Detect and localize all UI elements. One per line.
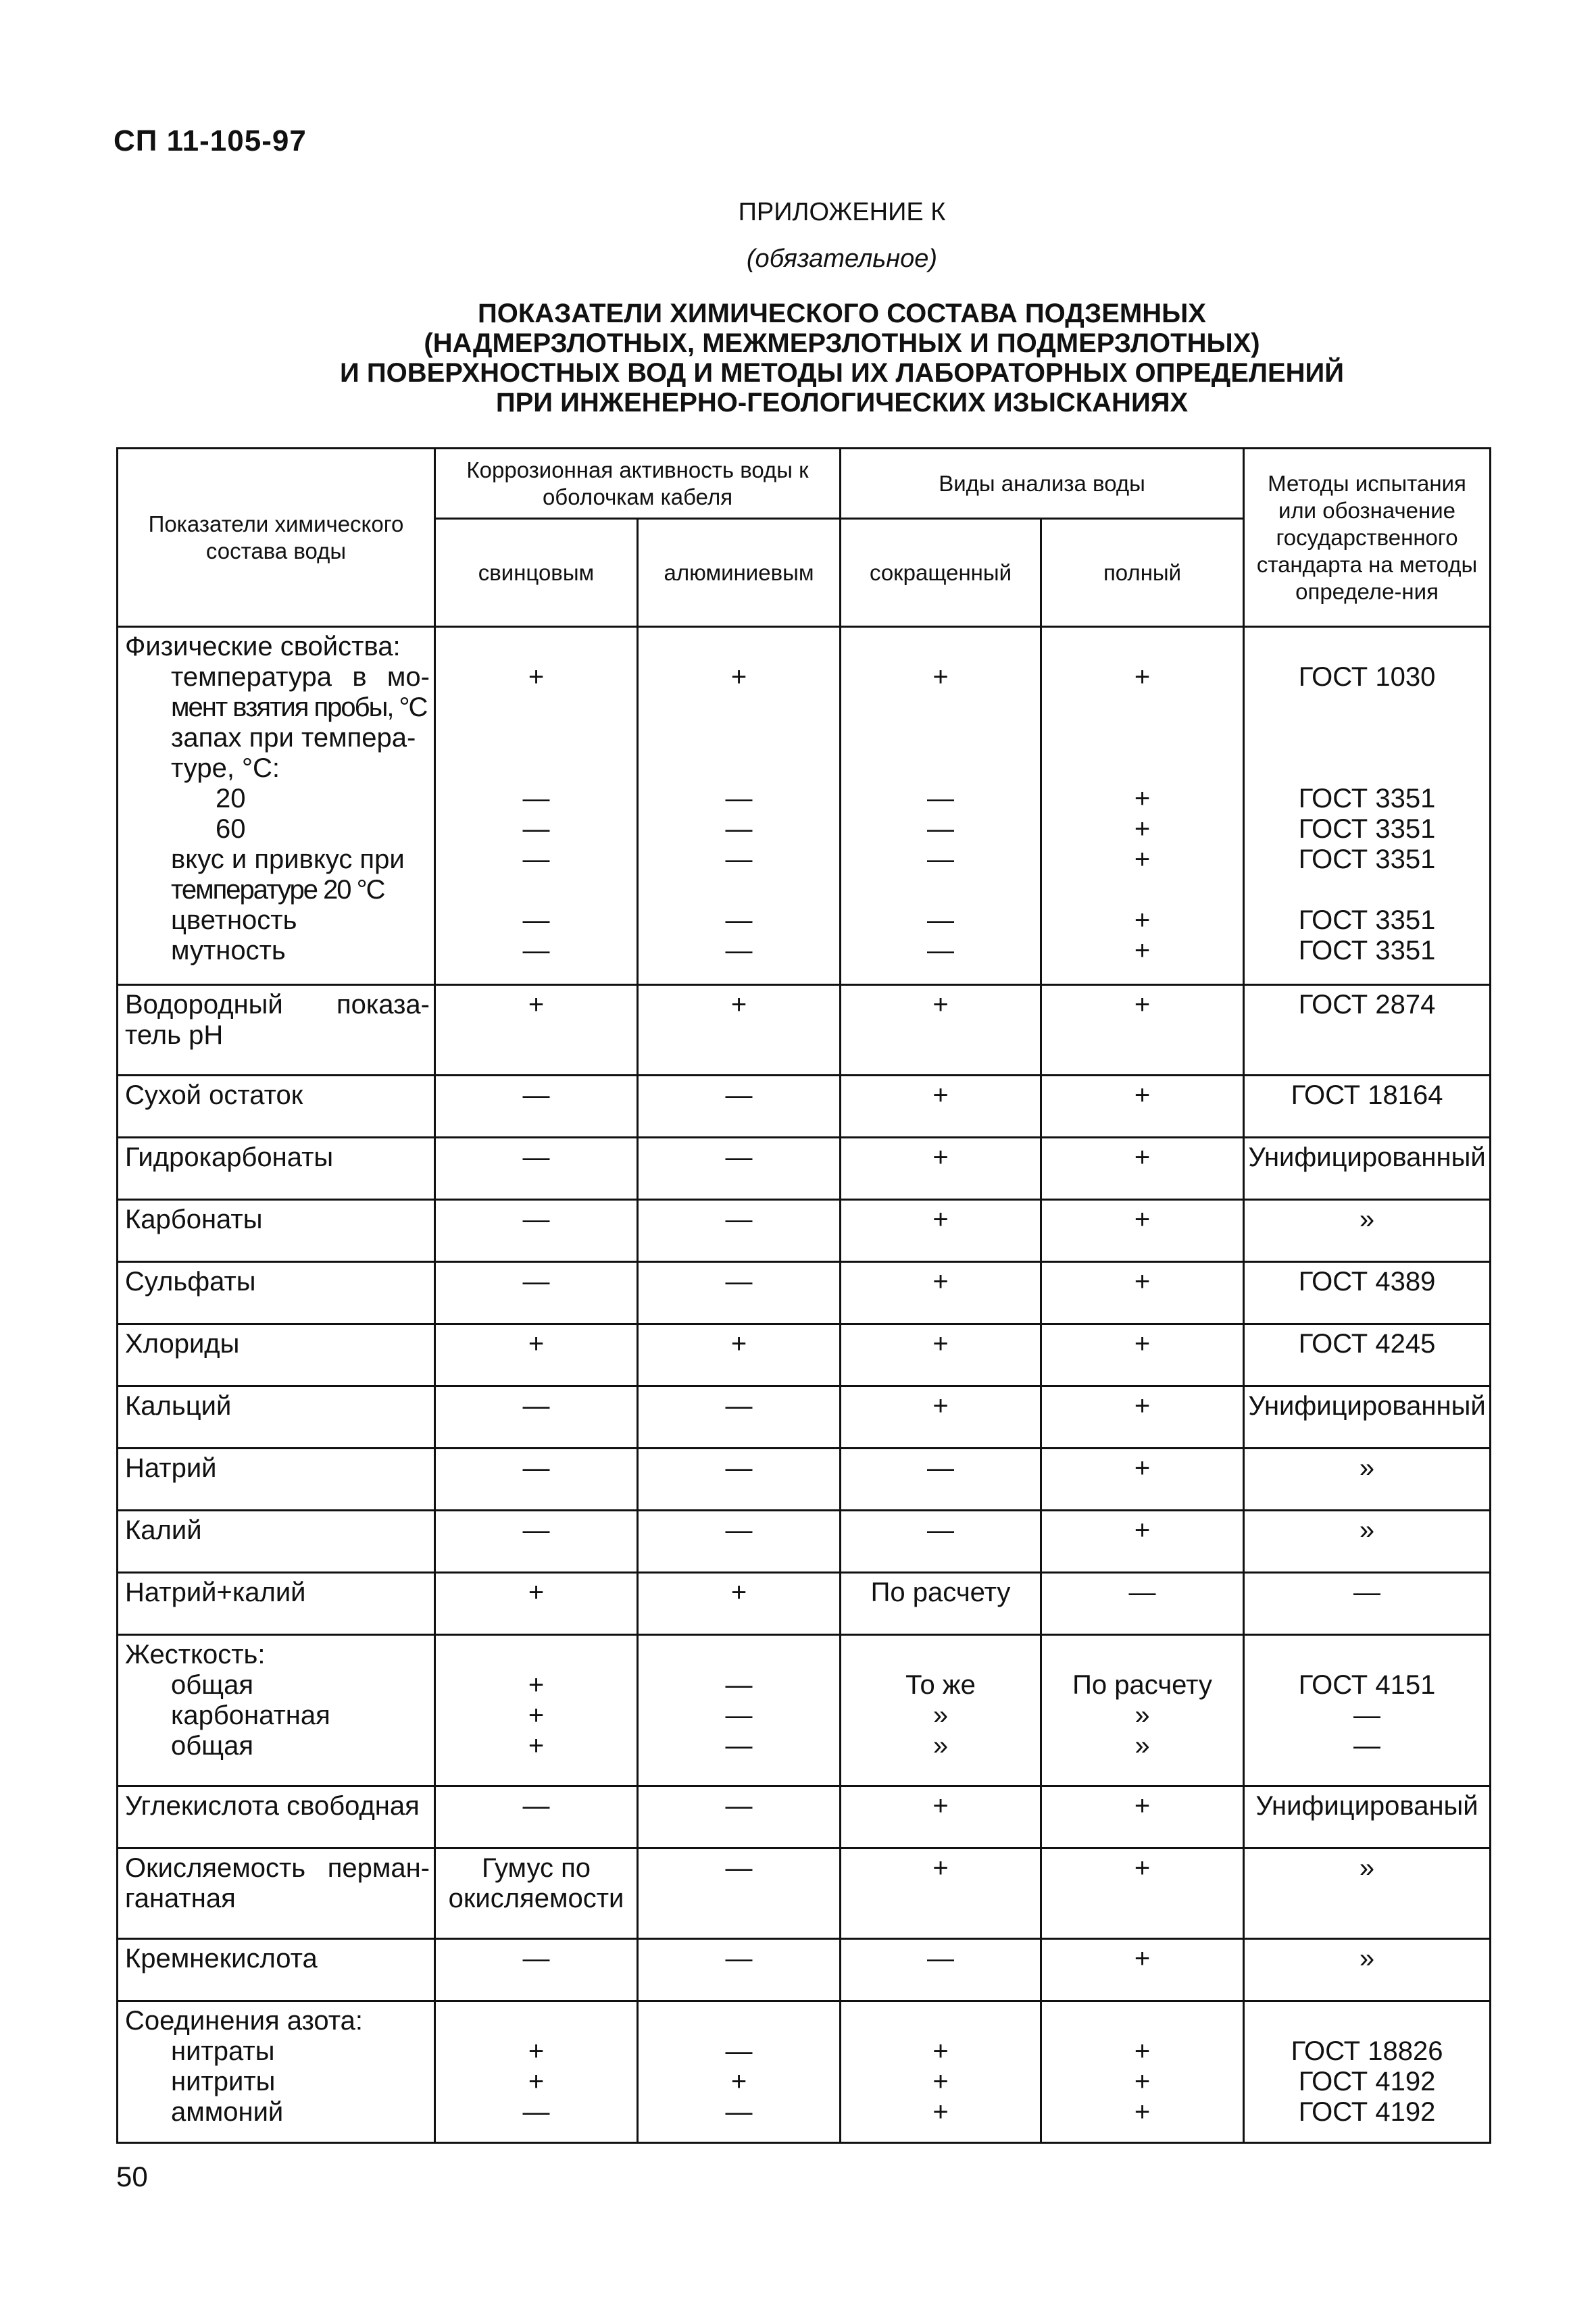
- row-label: ганатная: [125, 1884, 236, 1913]
- row-subitem: туре, °С:: [171, 753, 280, 783]
- cell-reduced: —: [841, 1511, 1041, 1573]
- cell-method: ГОСТ 18164: [1244, 1076, 1491, 1138]
- title-line: ПРИ ИНЖЕНЕРНО-ГЕОЛОГИЧЕСКИХ ИЗЫСКАНИЯХ: [495, 388, 1189, 418]
- cell-value: ГОСТ 3351: [1298, 814, 1436, 844]
- cell-full: +: [1041, 985, 1244, 1076]
- cell-value: —: [522, 936, 550, 965]
- header-row: [118, 449, 1491, 519]
- cell-aluminum: —: [638, 1786, 841, 1848]
- row-label: Сульфаты: [118, 1262, 435, 1324]
- cell-value: —: [725, 814, 753, 844]
- row-subitem: 20: [216, 784, 246, 813]
- cell-lead: —: [435, 1511, 638, 1573]
- table-row: [118, 1076, 1491, 1138]
- cell-full: +: [1041, 1076, 1244, 1138]
- cell-value: —: [522, 845, 550, 874]
- cell-reduced: +: [841, 1386, 1041, 1449]
- cell-aluminum: —: [638, 1262, 841, 1324]
- cell-method: »: [1244, 1511, 1491, 1573]
- table-row: [118, 1138, 1491, 1200]
- cell-value: —: [522, 814, 550, 844]
- cell-reduced: —: [841, 1939, 1041, 2001]
- cell-aluminum: [638, 627, 841, 985]
- cell-value: ГОСТ 4192: [1298, 2097, 1436, 2127]
- appendix-status: (обязательное): [746, 245, 938, 273]
- cell-reduced: По расчету: [841, 1573, 1041, 1635]
- cell-reduced: +: [841, 1076, 1041, 1138]
- cell-aluminum: —: [638, 1449, 841, 1511]
- row-label: Сухой остаток: [118, 1076, 435, 1138]
- cell-value: —: [927, 845, 955, 874]
- cell-full: +: [1041, 1939, 1244, 2001]
- cell-method: [1244, 2001, 1491, 2143]
- cell-reduced: +: [841, 1200, 1041, 1262]
- cell-value: —: [725, 905, 753, 935]
- chemical-composition-table: [116, 447, 1491, 2144]
- row-subitem: вкус и привкус при: [171, 845, 405, 874]
- row-oxidability: [118, 1848, 435, 1939]
- cell-reduced: [841, 627, 1041, 985]
- header-methods: Методы испытания или обозначение государственного стандарта на методы определе-ния: [1244, 449, 1491, 627]
- row-subitem: цветность: [171, 905, 297, 935]
- cell-method: —: [1244, 1573, 1491, 1635]
- table-row: [118, 1324, 1491, 1386]
- cell-value: +: [932, 2036, 949, 2066]
- cell-aluminum: —: [638, 1848, 841, 1939]
- cell-value: То же: [905, 1670, 976, 1700]
- row-label: Углекислота свободная: [118, 1786, 435, 1848]
- cell-value: ГОСТ 4192: [1298, 2067, 1436, 2096]
- document-title: [0, 299, 1596, 418]
- row-label: тель рН: [125, 1020, 224, 1050]
- table-row: [118, 1939, 1491, 2001]
- row-subitem: общая: [171, 1731, 253, 1761]
- cell-full: +: [1041, 1262, 1244, 1324]
- cell-value: +: [1134, 2067, 1151, 2096]
- header-indicator: Показатели химического состава воды: [118, 449, 435, 627]
- cell-value: ГОСТ 3351: [1298, 905, 1436, 935]
- row-subitem: мент взятия пробы, °С: [171, 693, 427, 722]
- cell-full: +: [1041, 1511, 1244, 1573]
- row-subitem: карбонатная: [171, 1701, 330, 1730]
- header-full: полный: [1041, 519, 1244, 627]
- cell-method: [1244, 627, 1491, 985]
- cell-value: ГОСТ 3351: [1298, 845, 1436, 874]
- cell-value: +: [1134, 784, 1151, 813]
- header-aluminum: алюминиевым: [638, 519, 841, 627]
- cell-reduced: +: [841, 1138, 1041, 1200]
- cell-lead: —: [435, 1262, 638, 1324]
- row-subitem: нитриты: [171, 2067, 276, 2096]
- cell-value: +: [932, 2097, 949, 2127]
- cell-value: —: [1353, 1701, 1381, 1730]
- cell-lead: —: [435, 1449, 638, 1511]
- cell-reduced: +: [841, 1262, 1041, 1324]
- page-number: 50: [116, 2161, 148, 2192]
- cell-aluminum: —: [638, 1386, 841, 1449]
- cell-value: —: [927, 936, 955, 965]
- cell-method: ГОСТ 2874: [1244, 985, 1491, 1076]
- cell-method: ГОСТ 4245: [1244, 1324, 1491, 1386]
- cell-value: +: [1134, 936, 1151, 965]
- row-label: Натрий: [118, 1449, 435, 1511]
- cell-value: +: [932, 662, 949, 692]
- cell-full: [1041, 627, 1244, 985]
- cell-method: Унифицированный: [1244, 1138, 1491, 1200]
- row-title: Соединения азота:: [125, 2006, 364, 2036]
- row-label: Калий: [118, 1511, 435, 1573]
- cell-lead: —: [435, 1138, 638, 1200]
- cell-value: +: [528, 662, 545, 692]
- cell-value: »: [1134, 1701, 1150, 1730]
- cell-value: +: [528, 1670, 545, 1700]
- cell-full: [1041, 2001, 1244, 2143]
- cell-aluminum: +: [638, 1324, 841, 1386]
- cell-aluminum: [638, 1635, 841, 1786]
- cell-value: +: [1134, 2036, 1151, 2066]
- cell-value: —: [522, 905, 550, 935]
- cell-value: —: [725, 1670, 753, 1700]
- row-label: Водородный показа-: [125, 990, 430, 1020]
- table-row: [118, 1848, 1491, 1939]
- title-line: (НАДМЕРЗЛОТНЫХ, МЕЖМЕРЗЛОТНЫХ И ПОДМЕРЗЛОТНЫХ): [424, 328, 1260, 358]
- cell-full: +: [1041, 1200, 1244, 1262]
- cell-value: По расчету: [1072, 1670, 1212, 1700]
- cell-value: —: [725, 1731, 753, 1761]
- cell-value: —: [522, 2097, 550, 2127]
- cell-value: —: [522, 784, 550, 813]
- table-row: [118, 1386, 1491, 1449]
- cell-value: —: [725, 936, 753, 965]
- table-row: [118, 1635, 1491, 1786]
- cell-lead: +: [435, 985, 638, 1076]
- row-label: Кремнекислота: [118, 1939, 435, 2001]
- cell-value: +: [528, 2036, 545, 2066]
- row-label: Окисляемость перман-: [125, 1853, 430, 1883]
- row-subitem: аммоний: [171, 2097, 284, 2127]
- cell-value: +: [1134, 662, 1151, 692]
- cell-lead: —: [435, 1076, 638, 1138]
- cell-method: »: [1244, 1449, 1491, 1511]
- cell-value: +: [528, 2067, 545, 2096]
- table-row: [118, 1786, 1491, 1848]
- cell-lead: —: [435, 1939, 638, 2001]
- row-title: Жесткость:: [125, 1640, 266, 1669]
- cell-lead: [435, 2001, 638, 2143]
- cell-value: —: [927, 814, 955, 844]
- cell-value: +: [1134, 2097, 1151, 2127]
- cell-method: Унифицированый: [1244, 1786, 1491, 1848]
- row-label: Хлориды: [118, 1324, 435, 1386]
- cell-value: +: [730, 662, 747, 692]
- table-row: [118, 985, 1491, 1076]
- row-subitem: мутность: [171, 936, 286, 965]
- cell-method: »: [1244, 1848, 1491, 1939]
- cell-lead: +: [435, 1573, 638, 1635]
- cell-value: окисляемости: [448, 1884, 624, 1913]
- row-nitrogen: [118, 2001, 435, 2143]
- cell-full: +: [1041, 1848, 1244, 1939]
- document-code: СП 11-105-97: [114, 124, 307, 157]
- row-subitem: нитраты: [171, 2036, 275, 2066]
- cell-value: ГОСТ 3351: [1298, 784, 1436, 813]
- header-corrosion-group: Коррозионная активность воды к оболочкам кабеля: [435, 449, 841, 519]
- cell-method: ГОСТ 4389: [1244, 1262, 1491, 1324]
- row-physical-properties: [118, 627, 435, 985]
- row-title: Физические свойства:: [125, 632, 401, 661]
- row-subitem: 60: [216, 814, 246, 844]
- cell-value: »: [932, 1731, 949, 1761]
- cell-reduced: —: [841, 1449, 1041, 1511]
- cell-value: +: [932, 2067, 949, 2096]
- cell-value: »: [1134, 1731, 1150, 1761]
- cell-reduced: +: [841, 1786, 1041, 1848]
- cell-aluminum: —: [638, 1939, 841, 2001]
- cell-lead: [435, 1848, 638, 1939]
- cell-value: —: [725, 2036, 753, 2066]
- row-ph: [118, 985, 435, 1076]
- cell-lead: —: [435, 1786, 638, 1848]
- cell-reduced: +: [841, 1324, 1041, 1386]
- header-reduced: сокращенный: [841, 519, 1041, 627]
- cell-aluminum: —: [638, 1138, 841, 1200]
- cell-reduced: +: [841, 1848, 1041, 1939]
- cell-method: »: [1244, 1939, 1491, 2001]
- table-row: [118, 1200, 1491, 1262]
- cell-value: —: [725, 784, 753, 813]
- cell-value: —: [927, 905, 955, 935]
- cell-value: ГОСТ 1030: [1298, 662, 1436, 692]
- cell-value: +: [1134, 814, 1151, 844]
- row-subitem: общая: [171, 1670, 253, 1700]
- row-subitem: температура в мо-: [171, 662, 430, 692]
- cell-lead: —: [435, 1200, 638, 1262]
- cell-reduced: [841, 2001, 1041, 2143]
- cell-value: Гумус по: [481, 1853, 591, 1883]
- cell-full: +: [1041, 1786, 1244, 1848]
- cell-full: +: [1041, 1138, 1244, 1200]
- cell-aluminum: —: [638, 1511, 841, 1573]
- cell-lead: [435, 1635, 638, 1786]
- cell-lead: —: [435, 1386, 638, 1449]
- cell-value: —: [927, 784, 955, 813]
- cell-value: +: [730, 2067, 747, 2096]
- row-label: Натрий+калий: [118, 1573, 435, 1635]
- title-line: ПОКАЗАТЕЛИ ХИМИЧЕСКОГО СОСТАВА ПОДЗЕМНЫХ: [478, 299, 1206, 328]
- cell-value: —: [725, 845, 753, 874]
- cell-full: +: [1041, 1324, 1244, 1386]
- cell-value: ГОСТ 4151: [1298, 1670, 1436, 1700]
- cell-method: [1244, 1635, 1491, 1786]
- row-label: Кальций: [118, 1386, 435, 1449]
- cell-value: —: [725, 2097, 753, 2127]
- table-row: [118, 1449, 1491, 1511]
- row-hardness: [118, 1635, 435, 1786]
- cell-method: Унифицированный: [1244, 1386, 1491, 1449]
- title-line: И ПОВЕРХНОСТНЫХ ВОД И МЕТОДЫ ИХ ЛАБОРАТОРНЫХ ОПРЕДЕЛЕНИЙ: [339, 358, 1345, 388]
- cell-reduced: [841, 1635, 1041, 1786]
- cell-value: +: [1134, 845, 1151, 874]
- cell-value: +: [528, 1701, 545, 1730]
- table-row: [118, 1511, 1491, 1573]
- appendix-label: ПРИЛОЖЕНИЕ К: [738, 198, 946, 226]
- row-subitem: температуре 20 °С: [171, 875, 384, 905]
- cell-aluminum: —: [638, 1200, 841, 1262]
- cell-lead: +: [435, 1324, 638, 1386]
- row-label: Гидрокарбонаты: [118, 1138, 435, 1200]
- cell-value: ГОСТ 18826: [1291, 2036, 1443, 2066]
- cell-value: +: [1134, 905, 1151, 935]
- cell-aluminum: —: [638, 1076, 841, 1138]
- cell-lead: [435, 627, 638, 985]
- header-analysis-group: Виды анализа воды: [841, 449, 1244, 519]
- cell-reduced: +: [841, 985, 1041, 1076]
- cell-method: »: [1244, 1200, 1491, 1262]
- table-row: [118, 2001, 1491, 2143]
- cell-value: ГОСТ 3351: [1298, 936, 1436, 965]
- header-lead: свинцовым: [435, 519, 638, 627]
- cell-value: »: [932, 1701, 949, 1730]
- cell-value: —: [1353, 1731, 1381, 1761]
- cell-full: [1041, 1635, 1244, 1786]
- cell-value: +: [528, 1731, 545, 1761]
- cell-full: —: [1041, 1573, 1244, 1635]
- row-subitem: запах при темпера-: [171, 723, 416, 753]
- cell-full: +: [1041, 1449, 1244, 1511]
- cell-aluminum: +: [638, 1573, 841, 1635]
- cell-aluminum: +: [638, 985, 841, 1076]
- cell-aluminum: [638, 2001, 841, 2143]
- row-label: Карбонаты: [118, 1200, 435, 1262]
- table-row: [118, 1573, 1491, 1635]
- table-row: [118, 1262, 1491, 1324]
- cell-value: —: [725, 1701, 753, 1730]
- cell-full: +: [1041, 1386, 1244, 1449]
- table-row: [118, 627, 1491, 985]
